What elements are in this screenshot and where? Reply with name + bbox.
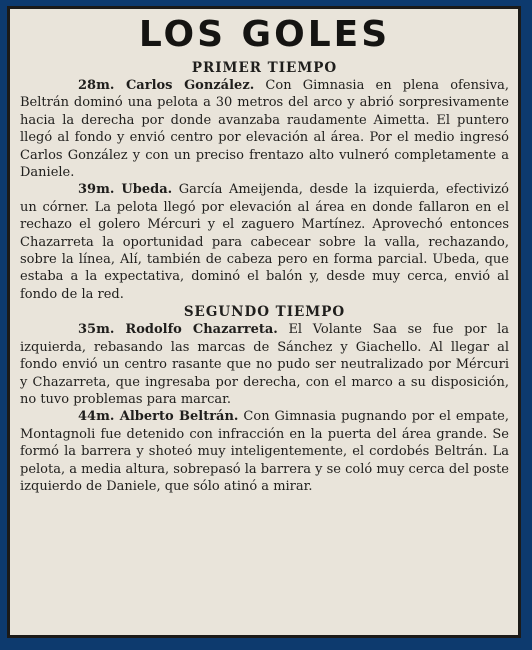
goal-text: Con Gimnasia en plena ofensiva, Beltrán dominó una pelota a 30 metros del arco y abrió sorpresivamente hacia la derecha por donde avanzaba raudamente Aimetta. El puntero llegó al fondo y envió centro por elevación al área. Por el medio ingresó Carlos González y con un preciso frentazo alto vulneró completamente a Daniele. <box>20 78 509 181</box>
goal-lead: 28m. Carlos González. <box>78 78 255 93</box>
goal-lead: 35m. Rodolfo Chazarreta. <box>78 322 278 338</box>
goal-paragraph <box>20 408 509 495</box>
section-title-primer-tiempo: PRIMER TIEMPO <box>191 60 338 76</box>
newspaper-clipping <box>10 9 518 635</box>
clipping-frame <box>7 6 521 638</box>
goal-paragraph <box>20 181 509 303</box>
goal-lead: 44m. Alberto Beltrán. <box>78 409 239 425</box>
goal-paragraph <box>20 321 509 408</box>
goal-paragraph <box>20 77 509 181</box>
goal-text: Con Gimnasia pugnando por el empate, Montagnoli fue detenido con infracción en la puerta del área grande. Se formó la barrera y shoteó muy inteligentemente, el cordobés Beltrán. La pelota, a media altura, sobrepasó la barrera y se coló muy cerca del poste izquierdo de Daniele, que sólo atinó a mirar. <box>20 409 510 494</box>
headline: LOS GOLES <box>138 14 391 55</box>
goal-text: García Ameijenda, desde la izquierda, efectivizó un córner. La pelota llegó por elevación al área en donde fallaron en el rechazo el golero Mércuri y el zaguero Martínez. Aprovechó entonces Chazarreta la oportunidad para cabecear sobre la valla, rechazando, sobre la línea, Alí, también de cabeza pero en forma parcial. Ubeda, que estaba a la expectativa, dominó el balón y, desde muy cerca, envió al fondo de la red. <box>20 182 509 302</box>
goal-lead: 39m. Ubeda. <box>78 182 173 198</box>
goal-text: El Volante Saa se fue por la izquierda, rebasando las marcas de Sánchez y Giachello. Al llegar al fondo envió un centro rasante que no pudo ser neutralizado por Mércuri y Chazarreta, que ingresaba por derecha, con el marco a su disposición, no tuvo problemas para marcar. <box>20 322 510 407</box>
section-title-segundo-tiempo: SEGUNDO TIEMPO <box>183 304 346 321</box>
